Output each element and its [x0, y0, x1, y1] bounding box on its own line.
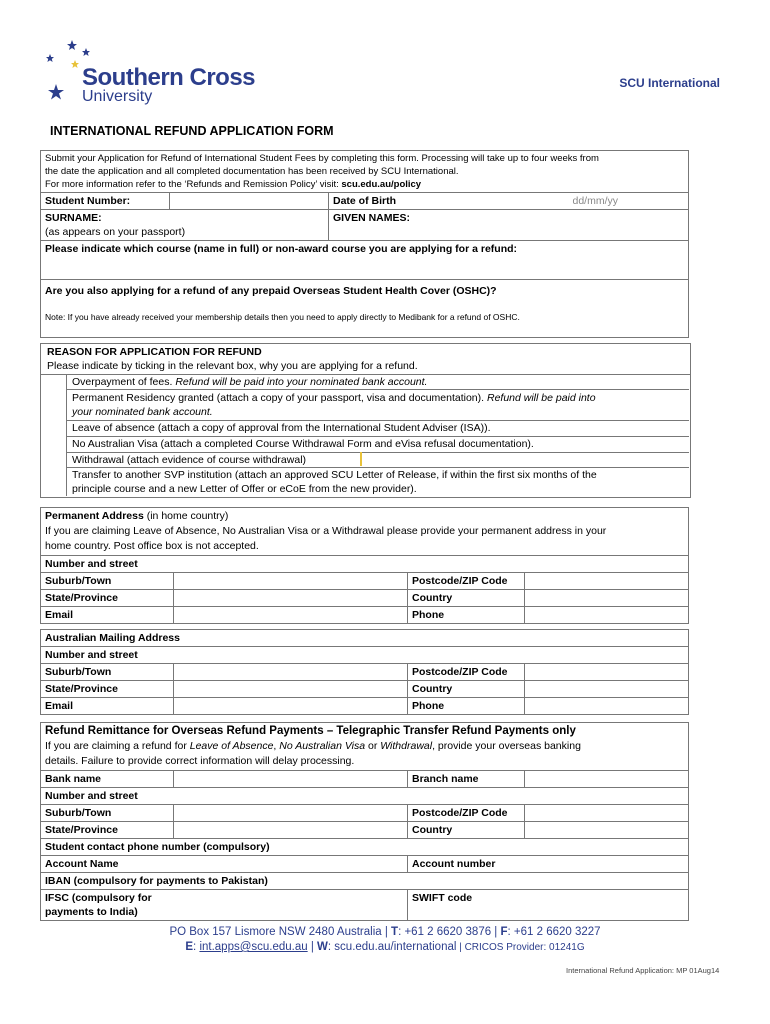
- reason-option-no-visa[interactable]: No Australian Visa (attach a completed Course Withdrawal Form and eVisa refusal documentation).: [72, 438, 534, 450]
- aus-suburb-field[interactable]: [174, 664, 408, 681]
- footer-address: PO Box 157 Lismore NSW 2480 Australia |: [169, 926, 392, 938]
- permanent-heading: Permanent Address: [45, 510, 144, 522]
- perm-state-label: State/Province: [41, 590, 174, 607]
- footer-t-value: : +61 2 6620 3876 |: [398, 926, 501, 938]
- aus-email-label: Email: [41, 698, 174, 715]
- note-e: or: [365, 740, 381, 752]
- branch-name-label: Branch name: [408, 771, 525, 788]
- aus-email-field[interactable]: [174, 698, 408, 715]
- aus-country-field[interactable]: [525, 681, 689, 698]
- rem-street-field[interactable]: Number and street: [41, 788, 689, 805]
- footer-contact-line: [0, 926, 770, 938]
- reason-option-overpayment[interactable]: [72, 375, 427, 389]
- aus-heading: Australian Mailing Address: [41, 630, 689, 647]
- note-f: Withdrawal: [380, 740, 433, 752]
- note-b: Leave of Absence: [189, 740, 274, 752]
- aus-postcode-field[interactable]: [525, 664, 689, 681]
- rem-country-label: Country: [408, 822, 525, 839]
- note-d: No Australian Visa: [279, 740, 366, 752]
- intro-line-2: the date the application and all completed documentation has been received by SCU International.: [45, 166, 459, 177]
- student-number-field[interactable]: [170, 193, 329, 210]
- footer-colon: :: [193, 941, 200, 953]
- perm-email-field[interactable]: [174, 607, 408, 624]
- dob-label: Date of Birth: [329, 193, 408, 210]
- course-question: Please indicate which course (name in full) or non-award course you are applying for a refund:: [45, 243, 518, 255]
- reason-option-transfer-cont: principle course and a new Letter of Offer or eCoE from the new provider).: [72, 483, 417, 495]
- note-a: If you are claiming a refund for: [45, 740, 190, 752]
- permanent-address-table: [40, 507, 689, 624]
- reason-instruction: Please indicate by ticking in the relevant box, why you are applying for a refund.: [47, 360, 418, 372]
- perm-country-field[interactable]: [525, 590, 689, 607]
- footer-email-link[interactable]: int.apps@scu.edu.au: [199, 941, 308, 953]
- rem-suburb-field[interactable]: [174, 805, 408, 822]
- ifsc-label-b: payments to India): [45, 906, 138, 918]
- aus-postcode-label: Postcode/ZIP Code: [408, 664, 525, 681]
- reason-option-residency[interactable]: [72, 391, 596, 405]
- university-subtitle: University: [82, 88, 153, 105]
- reason-option-leave[interactable]: Leave of absence (attach a copy of approval from the International Student Adviser (ISA)).: [72, 422, 491, 434]
- course-cell[interactable]: [41, 241, 689, 280]
- footer-w-sep: |: [307, 941, 318, 953]
- form-code: International Refund Application: MP 01Aug14: [566, 966, 720, 975]
- given-names-cell[interactable]: GIVEN NAMES:: [329, 210, 689, 241]
- perm-suburb-label: Suburb/Town: [41, 573, 174, 590]
- account-number-field[interactable]: Account number: [408, 856, 689, 873]
- ifsc-label-a: IFSC (compulsory for: [45, 892, 152, 904]
- aus-street-field[interactable]: Number and street: [41, 647, 689, 664]
- remittance-heading: Refund Remittance for Overseas Refund Payments – Telegraphic Transfer Refund Payments only: [45, 725, 576, 737]
- rem-state-label: State/Province: [41, 822, 174, 839]
- perm-phone-label: Phone: [408, 607, 525, 624]
- permanent-note-1: If you are claiming Leave of Absence, No Australian Visa or a Withdrawal please provide your permanent address in your: [45, 525, 607, 537]
- oshc-question: Are you also applying for a refund of any prepaid Overseas Student Health Cover (OSHC)?: [45, 285, 497, 297]
- dob-field[interactable]: dd/mm/yy: [407, 193, 689, 210]
- perm-email-label: Email: [41, 607, 174, 624]
- aus-phone-label: Phone: [408, 698, 525, 715]
- aus-phone-field[interactable]: [525, 698, 689, 715]
- bank-name-label: Bank name: [41, 771, 174, 788]
- perm-state-field[interactable]: [174, 590, 408, 607]
- perm-postcode-field[interactable]: [525, 573, 689, 590]
- text-cursor-mark: [360, 452, 362, 466]
- rem-suburb-label: Suburb/Town: [41, 805, 174, 822]
- scu-international-label: SCU International: [619, 76, 720, 90]
- perm-street-field[interactable]: Number and street: [41, 556, 689, 573]
- footer-w-label: W: [317, 941, 328, 953]
- oshc-cell[interactable]: [41, 280, 689, 338]
- aus-state-label: State/Province: [41, 681, 174, 698]
- aus-state-field[interactable]: [174, 681, 408, 698]
- rem-postcode-label: Postcode/ZIP Code: [408, 805, 525, 822]
- remittance-table: [40, 722, 689, 921]
- swift-field[interactable]: SWIFT code: [408, 890, 689, 921]
- intro-line-3-text: For more information refer to the ‘Refunds and Remission Policy’ visit:: [45, 179, 342, 190]
- rem-postcode-field[interactable]: [525, 805, 689, 822]
- tickbox-column: [40, 374, 67, 496]
- aus-country-label: Country: [408, 681, 525, 698]
- university-name: Southern Cross: [82, 64, 256, 91]
- opt2-text: Permanent Residency granted (attach a copy of your passport, visa and documentation).: [72, 392, 487, 404]
- rem-country-field[interactable]: [525, 822, 689, 839]
- oshc-note: Note: If you have already received your membership details then you need to apply directly to Medibank for a refund of OSHC.: [45, 312, 520, 322]
- intro-line-1: Submit your Application for Refund of International Student Fees by completing this form. Processing will take up to four weeks from: [45, 153, 599, 164]
- form-title: INTERNATIONAL REFUND APPLICATION FORM: [50, 124, 334, 138]
- reason-heading: REASON FOR APPLICATION FOR REFUND: [47, 346, 262, 358]
- surname-cell[interactable]: [41, 210, 329, 241]
- note-c: ,: [273, 740, 280, 752]
- perm-country-label: Country: [408, 590, 525, 607]
- permanent-heading-cell: [41, 508, 689, 556]
- student-details-table: [40, 150, 689, 338]
- contact-phone-field[interactable]: Student contact phone number (compulsory): [41, 839, 689, 856]
- permanent-heading-suffix: (in home country): [143, 510, 229, 522]
- divider: [66, 389, 689, 390]
- opt2-italic-b: your nominated bank account.: [72, 406, 213, 418]
- perm-postcode-label: Postcode/ZIP Code: [408, 573, 525, 590]
- remittance-note-2: details. Failure to provide correct information will delay processing.: [45, 755, 355, 767]
- permanent-note-2: home country. Post office box is not accepted.: [45, 540, 259, 552]
- footer-f-value: : +61 2 6620 3227: [507, 926, 601, 938]
- rem-state-field[interactable]: [174, 822, 408, 839]
- iban-field[interactable]: IBAN (compulsory for payments to Pakistan): [41, 873, 689, 890]
- student-number-label: Student Number:: [41, 193, 170, 210]
- perm-phone-field[interactable]: [525, 607, 689, 624]
- remittance-note-1: [45, 739, 684, 754]
- aus-suburb-label: Suburb/Town: [41, 664, 174, 681]
- opt2-italic-a: Refund will be paid into: [486, 392, 596, 404]
- perm-suburb-field[interactable]: [174, 573, 408, 590]
- bank-name-field[interactable]: [174, 771, 408, 788]
- surname-label: SURNAME:: [45, 212, 102, 224]
- ifsc-field[interactable]: [41, 890, 408, 921]
- footer-cricos: | CRICOS Provider: 01241G: [456, 942, 585, 953]
- policy-link[interactable]: scu.edu.au/policy: [341, 179, 422, 190]
- australian-address-table: [40, 629, 689, 715]
- note-g: , provide your overseas banking: [432, 740, 581, 752]
- footer-web-line: [0, 941, 770, 953]
- footer-web-link[interactable]: : scu.edu.au/international: [327, 941, 457, 953]
- remittance-heading-cell: [41, 723, 689, 771]
- passport-note: (as appears on your passport): [45, 226, 186, 238]
- intro-cell: [41, 151, 689, 193]
- footer-t-label: T: [391, 926, 399, 938]
- intro-line-3: [45, 178, 684, 191]
- account-name-field[interactable]: Account Name: [41, 856, 408, 873]
- opt1-italic: Refund will be paid into your nominated bank account.: [175, 376, 428, 388]
- reason-option-withdrawal[interactable]: Withdrawal (attach evidence of course withdrawal): [72, 454, 307, 466]
- footer-f-label: F: [500, 926, 508, 938]
- opt1-text: Overpayment of fees.: [72, 376, 176, 388]
- footer-e-label: E: [185, 941, 194, 953]
- branch-name-field[interactable]: [525, 771, 689, 788]
- reason-option-transfer[interactable]: Transfer to another SVP institution (attach an approved SCU Letter of Release, if within the first six months of the: [72, 469, 597, 481]
